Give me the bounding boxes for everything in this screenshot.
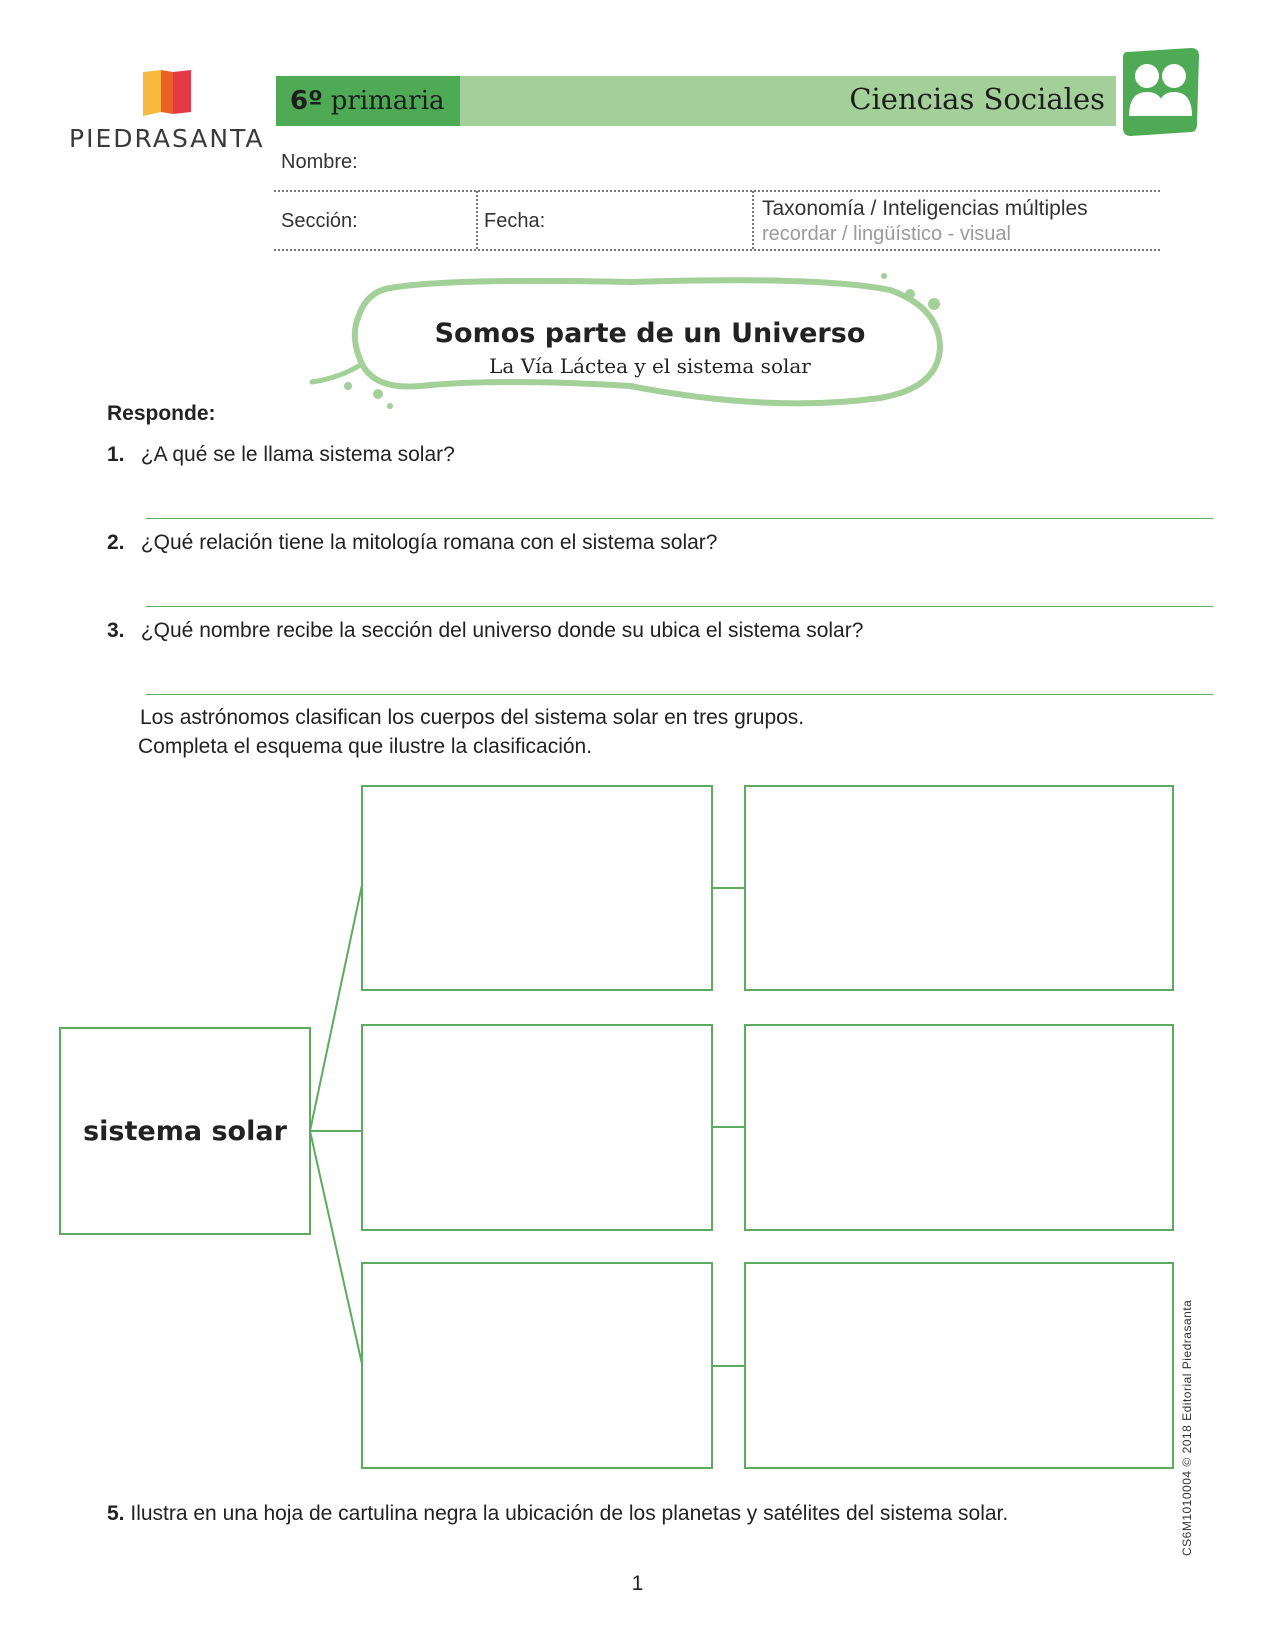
example-box-1: [745, 786, 1173, 990]
category-box-2: [362, 1025, 712, 1230]
taxonomia-title: Taxonomía / Inteligencias múltiples: [762, 197, 1088, 220]
nombre-label: Nombre:: [281, 151, 358, 173]
subject-title: Ciencias Sociales: [849, 82, 1105, 116]
connector-line: [310, 1131, 362, 1364]
intro-line: Los astrónomos clasifican los cuerpos del sistema solar en tres grupos.: [140, 706, 805, 729]
page-number: 1: [631, 1572, 644, 1595]
category-box-3: [362, 1263, 712, 1468]
diagram-root-label: sistema solar: [83, 1115, 287, 1147]
intro-line: Completa el esquema que ilustre la clasificación.: [138, 735, 593, 758]
question-5: [107, 1502, 1008, 1526]
worksheet-subtitle: La Vía Láctea y el sistema solar: [489, 354, 811, 378]
question-text: ¿Qué relación tiene la mitología romana con el sistema solar?: [140, 531, 718, 554]
connector-line: [310, 885, 362, 1131]
question-text: ¿A qué se le llama sistema solar?: [140, 443, 455, 466]
fecha-label: Fecha:: [484, 210, 546, 232]
question-text: ¿Qué nombre recibe la sección del universo donde su ubica el sistema solar?: [140, 619, 864, 642]
question-text: Ilustra en una hoja de cartulina negra la ubicación de los planetas y satélites del sistema solar.: [130, 1502, 1009, 1525]
taxonomia-sub: recordar / lingüístico - visual: [762, 223, 1011, 245]
publisher-name: PIEDRASANTA: [69, 124, 265, 153]
example-box-3: [745, 1263, 1173, 1468]
responde-heading: Responde:: [107, 402, 216, 425]
question-number: 5.: [107, 1502, 125, 1525]
question-number: 1.: [107, 443, 125, 466]
grade-number: 6º: [290, 86, 323, 116]
copyright-notice: CS6M1010004 © 2018 Editorial Piedrasanta: [1180, 1299, 1194, 1556]
example-box-2: [745, 1025, 1173, 1230]
question-number: 3.: [107, 619, 125, 642]
worksheet-title: Somos parte de un Universo: [434, 318, 866, 349]
grade-word: primaria: [330, 86, 445, 116]
seccion-label: Sección:: [281, 210, 358, 232]
question-number: 2.: [107, 531, 125, 554]
category-box-1: [362, 786, 712, 990]
